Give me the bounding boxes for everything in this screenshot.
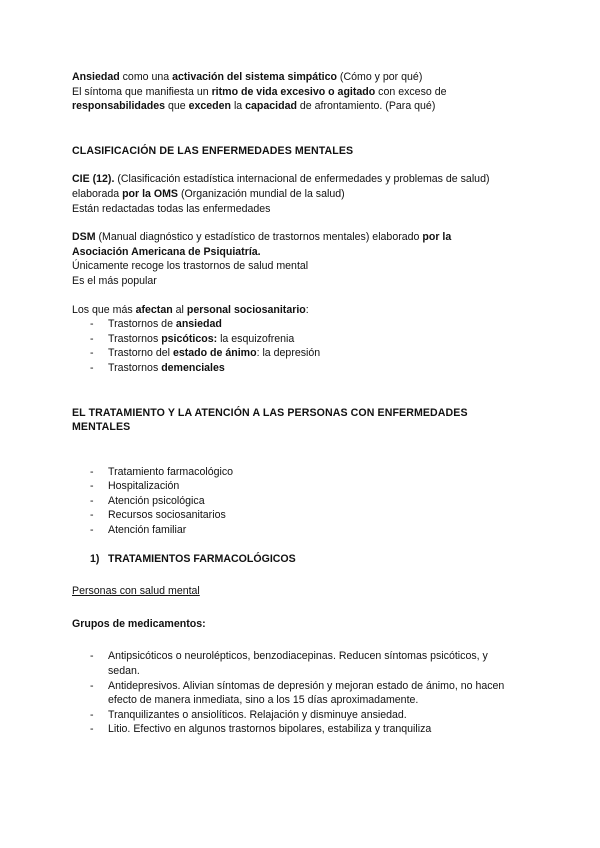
cie-line-2: elaborada por la OMS (Organización mundial de la salud) <box>72 187 345 200</box>
intro-line-1: Ansiedad como una activación del sistema simpático (Cómo y por qué) <box>72 71 423 83</box>
list-item: - Atención familiar <box>72 523 542 538</box>
section-title-tratamiento: EL TRATAMIENTO Y LA ATENCIÓN A LAS PERSONAS CON ENFERMEDADES MENTALES <box>72 406 468 434</box>
section-title-clasificacion: CLASIFICACIÓN DE LAS ENFERMEDADES MENTALES <box>72 144 354 157</box>
grupos-heading: Grupos de medicamentos: <box>72 617 206 630</box>
list-item: - Trastornos demenciales <box>72 361 542 376</box>
list-item: - Hospitalización <box>72 479 542 494</box>
cie-line-3: Están redactadas todas las enfermedades <box>72 202 271 215</box>
list-item: - Antipsicóticos o neurolépticos, benzodiacepinas. Reducen síntomas psicóticos, y sedan. <box>72 649 542 678</box>
tratamiento-list <box>72 465 542 538</box>
list-item: - Trastorno del estado de ánimo: la depresión <box>72 346 542 361</box>
medicamentos-list <box>72 649 542 737</box>
list-item: - Litio. Efectivo en algunos trastornos bipolares, estabiliza y tranquiliza <box>72 722 542 737</box>
dsm-line-4: Es el más popular <box>72 274 157 287</box>
dsm-line-3: Únicamente recoge los trastornos de salud mental <box>72 260 309 273</box>
list-item: - Atención psicológica <box>72 494 542 509</box>
trastornos-list <box>72 317 542 375</box>
dsm-line-1: DSM (Manual diagnóstico y estadístico de trastornos mentales) elaborado por la <box>72 231 452 244</box>
subsection-title: Personas con salud mental <box>72 585 200 598</box>
list-item: - Antidepresivos. Alivian síntomas de depresión y mejoran estado de ánimo, no hacen efecto de manera inmediata, sino a los 15 días aproximadamente. <box>72 679 542 708</box>
intro-line-2: El síntoma que manifiesta un ritmo de vida excesivo o agitado con exceso de <box>72 85 447 98</box>
list-item: - Tratamiento farmacológico <box>72 465 542 480</box>
dsm-line-2: Asociación Americana de Psiquiatría. <box>72 245 261 258</box>
list-item: - Trastornos de ansiedad <box>72 317 542 332</box>
document-page <box>72 70 542 737</box>
section-title-farmacologicos: 1) TRATAMIENTOS FARMACOLÓGICOS <box>90 552 296 565</box>
cie-line-1: CIE (12). (Clasificación estadística internacional de enfermedades y problemas de salud) <box>72 173 490 186</box>
list-item: - Trastornos psicóticos: la esquizofrenia <box>72 332 542 347</box>
list-item: - Tranquilizantes o ansiolíticos. Relajación y disminuye ansiedad. <box>72 708 542 723</box>
list-item: - Recursos sociosanitarios <box>72 508 542 523</box>
intro-line-3: responsabilidades que exceden la capacidad de afrontamiento. (Para qué) <box>72 100 436 113</box>
afectan-line: Los que más afectan al personal sociosanitario: <box>72 303 309 316</box>
